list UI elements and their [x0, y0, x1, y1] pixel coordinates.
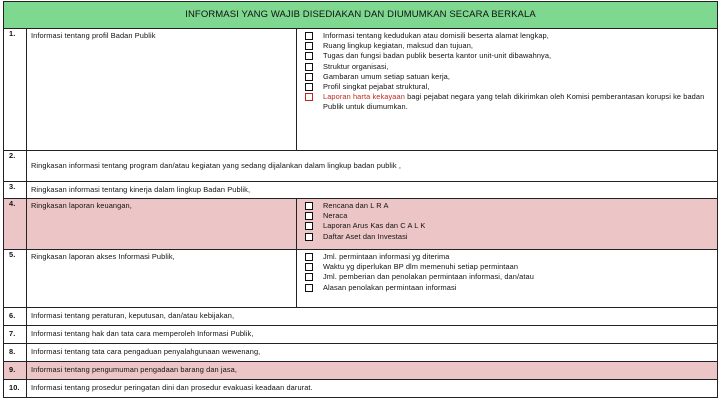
list-item: Neraca — [301, 211, 713, 221]
list-item: Rencana dan L R A — [301, 201, 713, 211]
row-number: 3. — [4, 182, 27, 199]
table-row — [4, 151, 718, 182]
row-number: 1. — [4, 29, 27, 151]
row-text: Ringkasan laporan keuangan, — [27, 199, 297, 250]
row-text: Informasi tentang tata cara pengaduan penyalahgunaan wewenang, — [27, 344, 718, 362]
checkbox-bullet-icon — [305, 263, 313, 271]
checkbox-bullet-icon — [305, 233, 313, 241]
checkbox-bullet-icon — [305, 202, 313, 210]
list-item: Jml. pemberian dan penolakan permintaan informasi, dan/atau — [301, 272, 713, 282]
checkbox-bullet-icon — [305, 93, 313, 101]
row-text: Ringkasan informasi tentang program dan/atau kegiatan yang sedang dijalankan dalam lingkup badan publik , — [27, 151, 718, 182]
checkbox-bullet-icon — [305, 52, 313, 60]
list-item: Informasi tentang kedudukan atau domisili beserta alamat lengkap, — [301, 31, 713, 41]
table-row — [4, 380, 718, 398]
list-item: Profil singkat pejabat struktural, — [301, 82, 713, 92]
list-item: Jml. permintaan informasi yg diterima — [301, 252, 713, 262]
checkbox-bullet-icon — [305, 32, 313, 40]
table-row — [4, 182, 718, 199]
row-number: 2. — [4, 151, 27, 182]
table-header-row — [4, 2, 718, 29]
row-items — [297, 250, 718, 308]
row-text: Ringkasan informasi tentang kinerja dalam lingkup Badan Publik, — [27, 182, 718, 199]
table-row — [4, 326, 718, 344]
list-item: Tugas dan fungsi badan publik beserta kantor unit-unit dibawahnya, — [301, 51, 713, 61]
list-item: Gambaran umum setiap satuan kerja, — [301, 72, 713, 82]
list-item: Laporan Arus Kas dan C A L K — [301, 221, 713, 231]
list-item: Daftar Aset dan Investasi — [301, 232, 713, 242]
checkbox-bullet-icon — [305, 212, 313, 220]
checkbox-bullet-icon — [305, 83, 313, 91]
row-text: Informasi tentang hak dan tata cara memperoleh Informasi Publik, — [27, 326, 718, 344]
table-title: INFORMASI YANG WAJIB DISEDIAKAN DAN DIUMUMKAN SECARA BERKALA — [4, 2, 718, 29]
list-item: Waktu yg diperlukan BP dlm memenuhi setiap permintaan — [301, 262, 713, 272]
checkbox-bullet-icon — [305, 253, 313, 261]
checkbox-bullet-icon — [305, 63, 313, 71]
row-text: Informasi tentang peraturan, keputusan, dan/atau kebijakan, — [27, 308, 718, 326]
row-number: 6. — [4, 308, 27, 326]
checkbox-bullet-icon — [305, 273, 313, 281]
row-text: Informasi tentang profil Badan Publik — [27, 29, 297, 151]
checkbox-bullet-icon — [305, 42, 313, 50]
table-row — [4, 344, 718, 362]
info-table — [3, 1, 718, 398]
row-number: 9. — [4, 362, 27, 380]
list-item: Alasan penolakan permintaan informasi — [301, 283, 713, 293]
list-item: Ruang lingkup kegiatan, maksud dan tujuan, — [301, 41, 713, 51]
list-item: Struktur organisasi, — [301, 62, 713, 72]
row-items — [297, 199, 718, 250]
list-item: Laporan harta kekayaan bagi pejabat negara yang telah dikirimkan oleh Komisi pemberantasan korupsi ke badan Publik untuk diumumkan. — [301, 92, 713, 112]
checkbox-bullet-icon — [305, 73, 313, 81]
row-items — [297, 29, 718, 151]
row-number: 10. — [4, 380, 27, 398]
table-row — [4, 250, 718, 308]
row-number: 7. — [4, 326, 27, 344]
table-row — [4, 308, 718, 326]
checkbox-bullet-icon — [305, 222, 313, 230]
row-number: 8. — [4, 344, 27, 362]
row-text: Informasi tentang pengumuman pengadaan barang dan jasa, — [27, 362, 718, 380]
table-row — [4, 362, 718, 380]
row-text: Informasi tentang prosedur peringatan dini dan prosedur evakuasi keadaan darurat. — [27, 380, 718, 398]
table-row — [4, 199, 718, 250]
table-row — [4, 29, 718, 151]
row-number: 5. — [4, 250, 27, 308]
row-text: Ringkasan laporan akses Informasi Publik, — [27, 250, 297, 308]
checkbox-bullet-icon — [305, 284, 313, 292]
highlight-text: Laporan harta kekayaan — [323, 92, 405, 102]
row-number: 4. — [4, 199, 27, 250]
